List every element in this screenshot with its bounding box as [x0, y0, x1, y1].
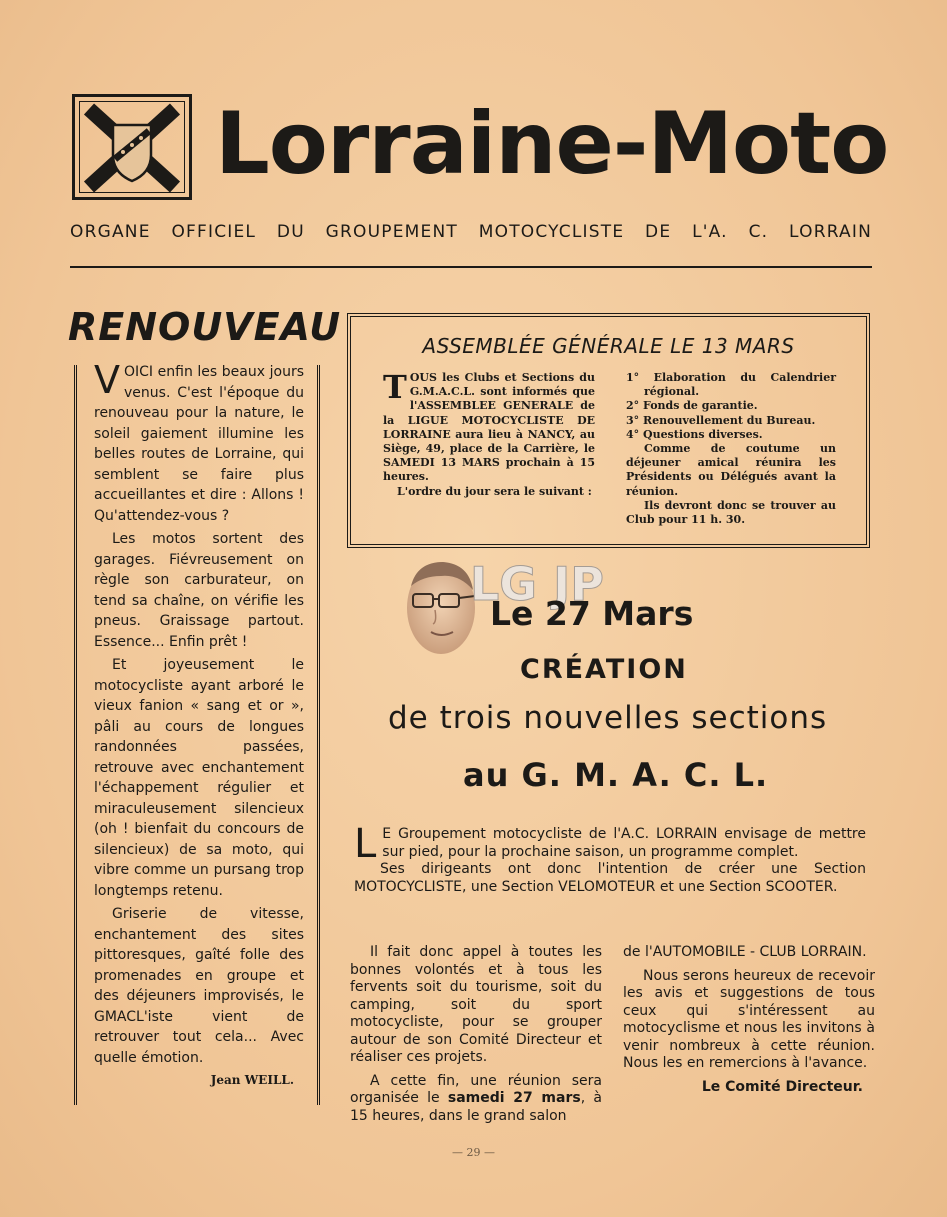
article-paragraph: Il fait donc appel à toutes les bonnes volontés et à tous les fervents soit du tourisme, soit du camping, soit du sport motocycliste, pour se grouper autour de son Comité Directeur et réaliser ces projets. [350, 944, 602, 1065]
article-date-heading: Le 27 Mars [490, 594, 694, 633]
masthead-subtitle: ORGANE OFFICIEL DU GROUPEMENT MOTOCYCLISTE DE L'A. C. LORRAIN [70, 222, 872, 242]
agenda-item: 1° Elaboration du Calendrier régional. [626, 371, 836, 399]
assemblee-left-column [383, 368, 595, 499]
editorial-body [94, 358, 304, 1091]
assemblee-paragraph: Ils devront donc se trouver au Club pour 11 h. 30. [626, 498, 836, 527]
drop-cap: L [354, 821, 377, 867]
assemblee-paragraph: Comme de coutume un déjeuner amical réunira les Présidents ou Délégués avant la réunion. [626, 442, 836, 498]
agenda-item: 4° Questions diverses. [626, 427, 763, 441]
editorial-signature: Jean WEILL. [210, 1073, 294, 1087]
article-heading-gmacl: au G. M. A. C. L. [463, 756, 769, 794]
article-paragraph: A cette fin, une réunion sera organisée le samedi 27 mars, à 15 heures, dans le grand salon [350, 1072, 603, 1124]
page-number: — 29 — [452, 1146, 495, 1159]
agenda-item: 3° Renouvellement du Bureau. [626, 413, 816, 427]
assemblee-title: ASSEMBLÉE GÉNÉRALE LE 13 MARS [422, 334, 795, 358]
assemblee-paragraph: TOUS les Clubs et Sections du G.M.A.C.L. sont informés que l'ASSEMBLEE GENERALE de la LIGUE MOTOCYCLISTE DE LORRAINE aura lieu à NANCY, au Siège, 49, place de la Carrière, le SAMEDI 13 MARS prochain à 15 heures. [383, 368, 595, 484]
article-column-left [350, 944, 602, 1125]
drop-cap: T [383, 368, 407, 406]
editorial-paragraph: VOICI enfin les beaux jours venus. C'est l'époque du renouveau pour la nature, le soleil gaiement illumine les belles routes de Lorraine, qui semblent se faire plus accueillantes et dire : Allons ! Qu'attendez-vous ? [94, 358, 304, 524]
header-divider [70, 266, 872, 268]
article-paragraph: Ses dirigeants ont donc l'intention de créer une Section MOTOCYCLISTE, une Section VELOMOTEUR et une Section SCOOTER. [354, 861, 866, 895]
club-emblem [72, 94, 192, 200]
article-heading-sections: de trois nouvelles sections [388, 700, 828, 736]
masthead-title: Lorraine-Moto [215, 94, 889, 194]
svg-text:LG JP: LG JP [470, 557, 604, 611]
editorial-heading: RENOUVEAU [68, 305, 342, 349]
drop-cap: V [94, 358, 120, 402]
article-paragraph: de l'AUTOMOBILE - CLUB LORRAIN. [623, 944, 867, 960]
assemblee-paragraph: L'ordre du jour sera le suivant : [397, 484, 592, 498]
editorial-paragraph: Griserie de vitesse, enchantement des sites pittoresques, gaîté folle des promenades en groupe et des déjeuners improvisés, le GMACL'iste vient de retrouver tout cela... Avec quelle émotion. [94, 906, 304, 1066]
crossed-bars-shield-icon [75, 97, 189, 197]
article-paragraph: L E Groupement motocycliste de l'A.C. LORRAIN envisage de mettre sur pied, pour la prochaine saison, un programme complet. [354, 821, 866, 867]
editorial-paragraph: Les motos sortent des garages. Fiévreusement on règle son carburateur, on tend sa chaîne, on vérifie les pneus. Graissage partout. Essence... Enfin prêt ! [94, 531, 304, 650]
editorial-paragraph: Et joyeusement le motocycliste ayant arboré le vieux fanion « sang et or », pâli au cours de longues randonnées passées, retrouve avec enchantement l'échappement régulier et miraculeusement silencieux (oh ! bienfait du concours de silencieux) de sa moto, qui vibre comme un pursang trop longtemps retenu. [94, 657, 304, 899]
article-heading-creation: CRÉATION [520, 654, 688, 685]
assemblee-right-column [626, 371, 836, 527]
agenda-item: 2° Fonds de garantie. [626, 399, 758, 413]
article-column-right [623, 944, 875, 1096]
article-intro [354, 821, 866, 896]
article-signature: Le Comité Directeur. [701, 1078, 863, 1095]
article-paragraph: Nous serons heureux de recevoir les avis et suggestions de tous ceux qui s'intéressent au motocyclisme et nous les invitons à venir nombreux à cette réunion. Nous les en remercions à l'avance. [623, 967, 875, 1071]
